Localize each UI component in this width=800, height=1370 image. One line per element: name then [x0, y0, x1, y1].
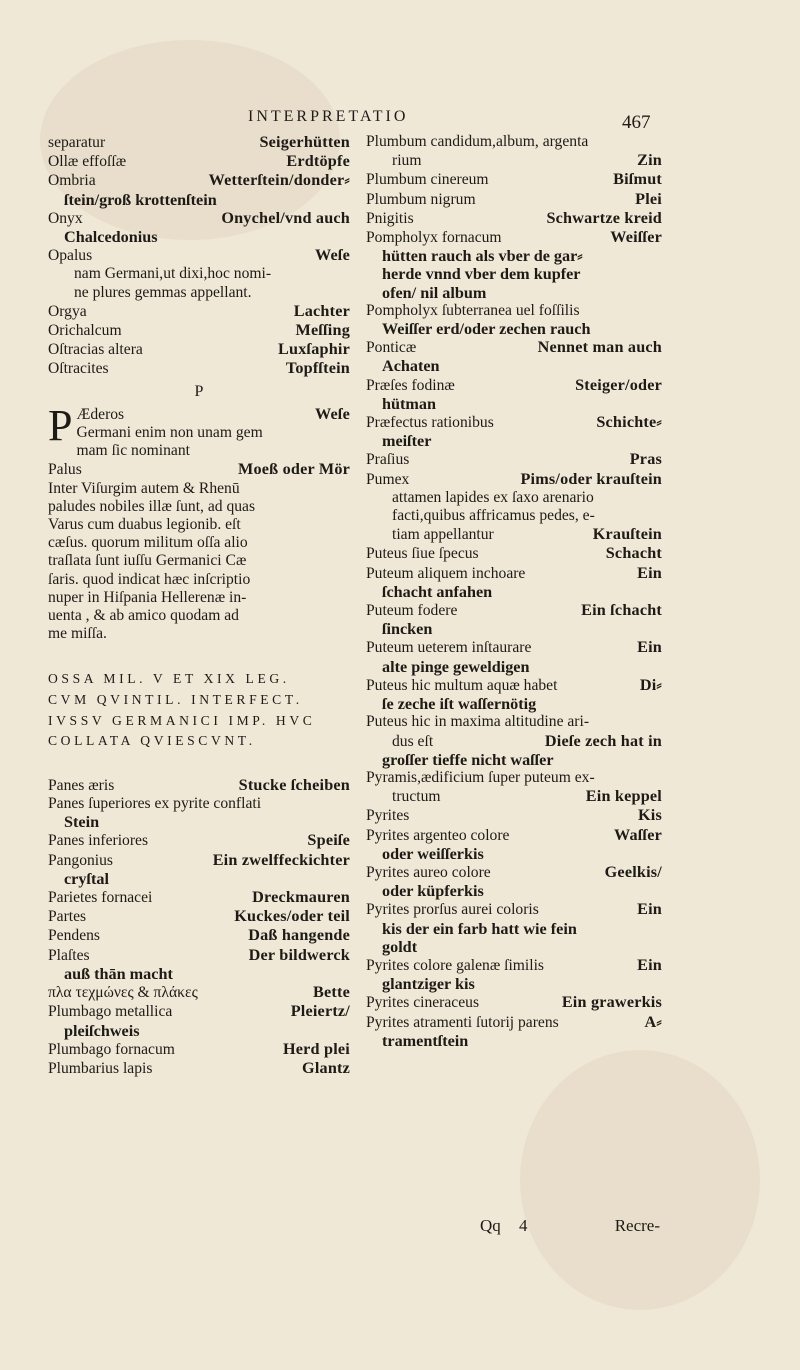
latin-term: Plumbum cinereum	[366, 171, 489, 189]
entry	[48, 133, 350, 152]
palus-text-line: Inter Viſurgim autem & Rhenū	[48, 479, 240, 497]
entry-list-p-right	[366, 133, 662, 1050]
german-term: Ein zwelffeckichter	[212, 850, 350, 869]
entry	[366, 863, 662, 882]
latin-term: Præſes fodinæ	[366, 376, 455, 394]
latin-term: Pyrites	[366, 807, 410, 825]
latin-term: Plumbum candidum,album, argenta	[366, 133, 589, 150]
entry	[366, 228, 662, 247]
german-continuation: hütten rauch als vber de gar⸗	[382, 247, 583, 266]
german-term: Kis	[638, 806, 662, 825]
german-term: Ein keppel	[585, 787, 662, 806]
entry-list-p	[48, 776, 350, 1078]
latin-term: Plumbum nigrum	[366, 190, 476, 208]
german-term: Kuckes/oder teil	[234, 907, 350, 926]
latin-term: Pyrites colore galenæ ſimilis	[366, 956, 545, 974]
german-continuation: oder weiſſerkis	[382, 844, 484, 863]
entry	[366, 302, 662, 320]
signature-mark	[480, 1216, 528, 1236]
german-term: Nennet man auch	[537, 338, 662, 357]
latin-term: Plumbago metallica	[48, 1003, 173, 1021]
inscription-line: OSSA MIL. V ET XIX LEG.	[48, 671, 290, 687]
entry	[366, 190, 662, 209]
german-term: Herd plei	[283, 1039, 350, 1058]
german-term: Ein	[637, 563, 662, 582]
latin-term: tructum	[392, 788, 441, 806]
entry	[48, 831, 350, 850]
german-term: Dieſe zech hat in	[544, 731, 662, 750]
german-term: Schacht	[605, 544, 662, 563]
german-term: Weſe	[315, 246, 350, 265]
german-term: Topfſtein	[285, 359, 350, 378]
latin-term: separatur	[48, 134, 106, 151]
entry	[366, 338, 662, 357]
running-title: INTERPRETATIO	[248, 108, 409, 125]
german-continuation: herde vnnd vber dem kupfer	[382, 265, 581, 284]
entry	[48, 926, 350, 945]
german-term: Di⸗	[639, 675, 662, 694]
german-continuation: Stein	[64, 813, 100, 832]
german-continuation: ofen/ nil album	[382, 283, 487, 302]
german-term: Glantz	[302, 1058, 350, 1077]
latin-term: Oſtracites	[48, 360, 109, 378]
signature-number: 4	[519, 1216, 528, 1235]
entry	[366, 525, 662, 544]
german-term: Moeß oder Mör	[238, 460, 350, 479]
german-continuation: pleiſchweis	[64, 1021, 140, 1040]
latin-term: dus eſt	[392, 732, 434, 750]
latin-term: Pompholyx fornacum	[366, 229, 502, 247]
german-term: Weiſſer	[610, 228, 662, 247]
left-column	[48, 133, 350, 1078]
inscription-line: IVSSV GERMANICI IMP. HVC	[48, 712, 316, 728]
german-term: Pims/oder krauſtein	[520, 469, 662, 488]
entry	[366, 826, 662, 845]
entry	[48, 907, 350, 926]
german-continuation: groſſer tieffe nicht waſſer	[382, 750, 554, 769]
entry	[366, 787, 662, 806]
german-term: A⸗	[644, 1012, 662, 1031]
latin-term: Pangonius	[48, 851, 113, 869]
latin-term: Pompholyx ſubterranea uel foſſilis	[366, 301, 580, 319]
german-continuation: tramentſtein	[382, 1031, 469, 1050]
latin-term: Ombria	[48, 172, 96, 190]
german-term: Lachter	[293, 301, 350, 320]
german-continuation: meiſter	[382, 432, 432, 451]
entry	[366, 638, 662, 657]
german-continuation: ſe zeche iſt waſſernötig	[382, 695, 537, 714]
german-term: Wetterſtein/donder⸗	[208, 171, 350, 190]
page-number: 467	[622, 112, 651, 133]
entry	[366, 151, 662, 170]
german-term: Ein	[637, 900, 662, 919]
palus-text-line: nuper in Hiſpania Hellerenæ in-	[48, 588, 247, 606]
german-term: Pleiertz/	[290, 1002, 350, 1021]
latin-term: Oſtracias altera	[48, 341, 143, 359]
signature-letters: Qq	[480, 1216, 501, 1235]
entry	[366, 956, 662, 975]
palus-text-line: Varus cum duabus legionib. eſt	[48, 516, 241, 534]
entry	[48, 340, 350, 359]
entry	[48, 209, 350, 228]
entry	[48, 359, 350, 378]
latin-term: Panes ſuperiores ex pyrite conflati	[48, 795, 262, 813]
entry	[366, 601, 662, 620]
entry	[76, 405, 350, 424]
entry	[366, 1013, 662, 1032]
latin-term: Æderos	[76, 405, 125, 423]
entry	[366, 413, 662, 432]
entry	[366, 450, 662, 469]
entry	[48, 888, 350, 907]
german-term: Luxſaphir	[278, 340, 350, 359]
entry	[48, 795, 350, 813]
latin-term: Ponticæ	[366, 339, 417, 357]
entry	[366, 732, 662, 751]
inscription-line: COLLATA QVIESCVNT.	[48, 733, 256, 749]
latin-term: Onyx	[48, 209, 83, 227]
entry	[48, 776, 350, 795]
german-term: Dreckmauren	[252, 888, 350, 907]
latin-term: πλα τεχμώνες & πλάκες	[48, 984, 198, 1002]
latin-term: Plaſtes	[48, 946, 90, 964]
latin-term: Orichalcum	[48, 322, 122, 340]
latin-term: Plumbarius lapis	[48, 1059, 153, 1077]
palus-text-line: traſlata ſunt iuſſu Germanici Cæ	[48, 552, 247, 570]
entry	[48, 851, 350, 870]
latin-text-line: facti,quibus affricamus pedes, e-	[392, 507, 595, 525]
latin-term: Partes	[48, 908, 87, 926]
latin-term: Pyramis,ædificium ſuper puteum ex-	[366, 768, 595, 786]
latin-term: Pyrites atramenti ſutorij parens	[366, 1013, 559, 1031]
german-continuation: Achaten	[382, 357, 440, 376]
roman-inscription	[48, 669, 350, 751]
section-letter-p: P	[194, 382, 204, 400]
german-term: Erdtöpfe	[286, 152, 350, 171]
german-continuation: ſchacht anfahen	[382, 582, 493, 601]
german-term: Onychel/vnd auch	[221, 208, 350, 227]
latin-term: Pnigitis	[366, 209, 414, 227]
entry	[366, 713, 662, 731]
german-term: Meſſing	[295, 321, 350, 340]
latin-term: Puteus hic in maxima altitudine ari-	[366, 713, 590, 731]
latin-term: Puteum ueterem inſtaurare	[366, 639, 532, 657]
german-term: Ein	[637, 638, 662, 657]
latin-text-line: attamen lapides ex ſaxo arenario	[392, 488, 594, 506]
palus-text-line: me miſſa.	[48, 625, 107, 643]
german-term: Bette	[313, 983, 350, 1002]
german-term: Speiſe	[307, 831, 350, 850]
german-term: Daß hangende	[248, 926, 350, 945]
latin-text-line: ne plures gemmas appellant.	[74, 283, 252, 301]
german-continuation: ſincken	[382, 620, 433, 639]
latin-term: rium	[392, 152, 422, 170]
entry	[366, 170, 662, 189]
latin-text-line: Germani enim non unam gem	[76, 424, 263, 442]
german-term: Stucke ſcheiben	[238, 775, 350, 794]
german-term: Biſmut	[613, 170, 662, 189]
entry	[366, 133, 662, 151]
german-term: Ein grawerkis	[561, 993, 662, 1012]
latin-term: Puteum fodere	[366, 602, 458, 620]
entry	[366, 806, 662, 825]
entry	[48, 302, 350, 321]
latin-term: Pendens	[48, 927, 100, 945]
latin-term: Præfectus rationibus	[366, 414, 494, 432]
latin-term: Orgya	[48, 302, 87, 320]
entry	[48, 1059, 350, 1078]
latin-text-line: mam ſic nominant	[76, 442, 190, 460]
latin-term: Pyrites prorſus aurei coloris	[366, 901, 539, 919]
entry	[366, 900, 662, 919]
entry	[48, 983, 350, 1002]
latin-term: Puteus ſiue ſpecus	[366, 545, 479, 563]
german-continuation: alte pinge geweldigen	[382, 657, 530, 676]
german-term: Ein	[637, 955, 662, 974]
palus-text-line: cæſus. quorum militum oſſa alio	[48, 534, 248, 552]
latin-term: tiam appellantur	[392, 526, 494, 544]
german-term: Schichte⸗	[596, 413, 662, 432]
palus-paragraph	[48, 480, 350, 644]
entry	[366, 209, 662, 228]
entry	[48, 246, 350, 265]
german-continuation: Chalcedonius	[64, 228, 158, 247]
german-continuation: ſtein/groß krottenſtein	[64, 190, 217, 209]
palus-text-line: uenta , & ab amico quodam ad	[48, 607, 239, 625]
latin-term: Puteus hic multum aquæ habet	[366, 676, 558, 694]
drop-cap: P	[48, 400, 73, 450]
entry	[48, 1040, 350, 1059]
palus-text-line: ſaris. quod indicat hæc inſcriptio	[48, 570, 251, 588]
german-continuation: hütman	[382, 394, 436, 413]
inscription-line: CVM QVINTIL. INTERFECT.	[48, 692, 303, 708]
latin-term: Praſius	[366, 451, 410, 469]
german-term: Weſe	[315, 404, 350, 423]
german-continuation: oder küpferkis	[382, 882, 484, 901]
entry	[366, 470, 662, 489]
german-term: Geelkis/	[604, 862, 662, 881]
latin-term: Opalus	[48, 247, 93, 265]
latin-term: Pyrites aureo colore	[366, 863, 491, 881]
entry	[48, 152, 350, 171]
entry	[366, 544, 662, 563]
german-term: Waſſer	[614, 825, 662, 844]
latin-term: Panes inferiores	[48, 832, 149, 850]
latin-term: Puteum aliquem inchoare	[366, 564, 526, 582]
german-term: Zin	[637, 151, 662, 170]
entry	[48, 321, 350, 340]
latin-term: Pumex	[366, 470, 410, 488]
latin-term: Plumbago fornacum	[48, 1040, 175, 1058]
page-footer	[480, 1216, 660, 1236]
palus-text-line: paludes nobiles illæ ſunt, ad quas	[48, 497, 256, 515]
latin-text-line: nam Germani,ut dixi,hoc nomi-	[74, 265, 272, 283]
entry-list-o	[48, 133, 350, 379]
right-column	[366, 133, 662, 1050]
german-term: Seigerhütten	[259, 133, 350, 151]
paper-stain	[520, 1050, 760, 1310]
entry	[366, 564, 662, 583]
latin-term: Panes æris	[48, 776, 115, 794]
latin-term: Pyrites argenteo colore	[366, 826, 510, 844]
latin-term: Ollæ effoſſæ	[48, 153, 127, 171]
german-continuation: glantziger kis	[382, 975, 475, 994]
german-term: Krauſtein	[592, 525, 662, 544]
german-term: Pras	[629, 450, 662, 469]
german-term: Schwartze kreid	[546, 208, 662, 227]
paederos-entry	[48, 400, 350, 461]
latin-term: Pyrites cineraceus	[366, 994, 480, 1012]
entry	[48, 946, 350, 965]
entry	[48, 1002, 350, 1021]
paederos-lines	[48, 400, 350, 461]
german-continuation: goldt	[382, 937, 418, 956]
latin-term: Palus	[48, 461, 82, 479]
german-continuation: auß thān macht	[64, 964, 173, 983]
catchword: Recre-	[614, 1216, 660, 1235]
german-term: Ein ſchacht	[581, 601, 662, 620]
entry	[366, 993, 662, 1012]
german-continuation: cryſtal	[64, 869, 109, 888]
entry	[48, 171, 350, 190]
entry	[366, 769, 662, 787]
german-term: Der bildwerck	[248, 945, 350, 964]
entry	[48, 460, 350, 479]
entry	[366, 676, 662, 695]
german-continuation: kis der ein farb hatt wie fein	[382, 919, 577, 938]
german-term: Steiger/oder	[575, 375, 662, 394]
latin-term: Parietes fornacei	[48, 889, 153, 907]
german-continuation: Weiſſer erd/oder zechen rauch	[382, 320, 591, 339]
entry	[366, 376, 662, 395]
german-term: Plei	[635, 189, 662, 208]
